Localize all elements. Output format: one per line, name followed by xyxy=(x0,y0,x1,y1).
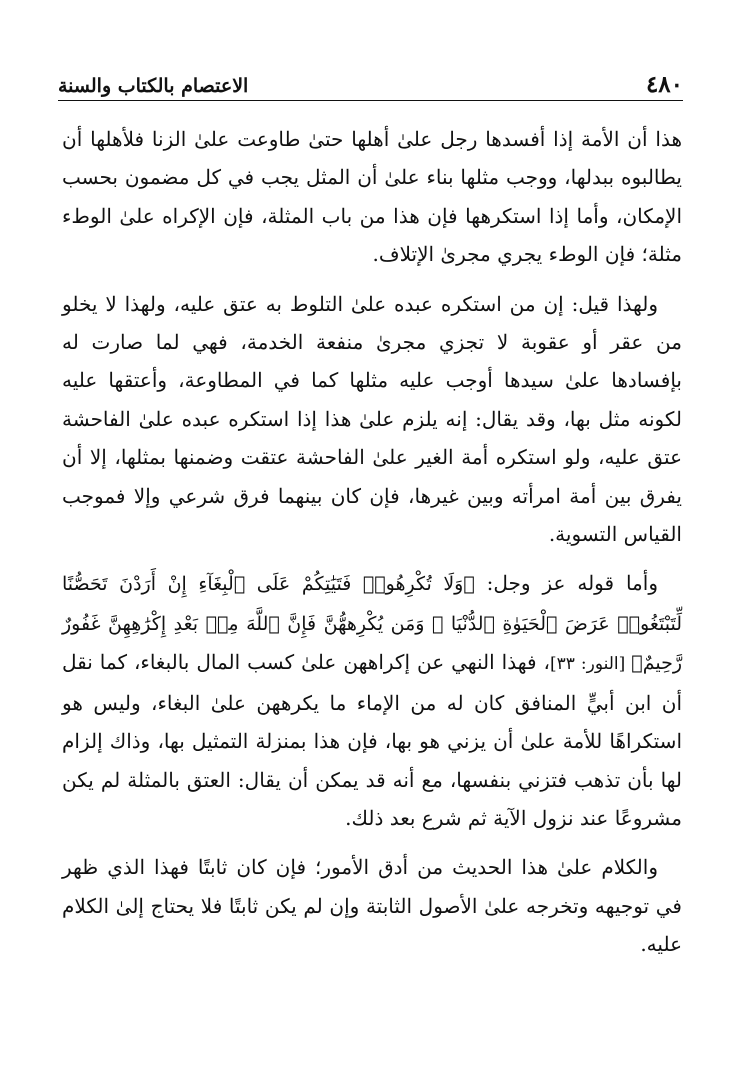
verse-reference: [النور: ٣٣] xyxy=(549,654,632,675)
quran-verse: ﴿وَلَا تُكْرِهُوا۟ فَتَيَٰتِكُمْ عَلَى ٱلْبِغَآءِ إِنْ أَرَدْنَ تَحَصُّنًا لِّتَبْتَغُوا۟ عَرَضَ ٱلْحَيَوٰةِ ٱلدُّنْيَا ۚ وَمَن يُكْرِههُّنَّ فَإِنَّ ٱللَّهَ مِنۢ بَعْدِ إِكْرَٰهِهِنَّ غَفُورٌ رَّحِيمٌ﴾ xyxy=(62,573,682,675)
paragraph-4: والكلام علىٰ هذا الحديث من أدق الأمور؛ فإن كان ثابتًا فهذا الذي ظهر في توجيهه وتخرجه علىٰ الأصول الثابتة وإن لم يكن ثابتًا فلا يحتاج إلىٰ الكلام عليه. xyxy=(62,855,682,957)
paragraph-1: هذا أن الأمة إذا أفسدها رجل علىٰ أهلها حتىٰ طاوعت علىٰ الزنا فلأهلها أن يطالبوه ببدلها، ووجب مثلها بناء علىٰ أن المثل يجب في كل مضمون بحسب الإمكان، وأما إذا استكرهها فإن هذا من باب المثلة، فإن الإكراه علىٰ الوطء مثلة؛ فإن الوطء يجري مجرىٰ الإتلاف. xyxy=(62,127,682,267)
paragraph-2: ولهذا قيل: إن من استكره عبده علىٰ التلوط به عتق عليه، ولهذا لا يخلو من عقر أو عقوبة لا تجزي مجرىٰ منفعة الخدمة، فهي لما صارت له بإفسادها علىٰ سيدها أوجب عليه مثلها كما في المطاوعة، وأعتقها عليه لكونه مثل بها، وقد يقال: إنه يلزم علىٰ هذا إذا استكره عبده علىٰ الفاحشة عتق عليه، ولو استكره أمة الغير علىٰ الفاحشة عتقت وضمنها بمثلها، إلا أن يفرق بين أمة امرأته وبين غيرها، فإن كان بينهما فرق شرعي وإلا فموجب القياس التسوية. xyxy=(62,291,683,547)
paragraph-3-rest: ، فهذا النهي عن إكراههن علىٰ كسب المال بالبغاء، كما نقل أن ابن أبيٍّ المنافق كان له من الإماء ما يكرههن علىٰ البغاء، وليس هو استكراهًا للأمة علىٰ أن يزني هو بها، فإن هذا بمنزلة التمثيل بها، وذاك إلزام لها بأن تذهب فتزني بنفسها، مع أنه قد يمكن أن يقال: العتق بالمثلة لم يكن مشروعًا عند نزول الآية ثم شرع بعد ذلك. xyxy=(62,650,682,830)
running-title: الاعتصام بالكتاب والسنة xyxy=(58,75,249,97)
header-rule xyxy=(58,100,683,101)
body-text xyxy=(62,120,682,964)
page-header xyxy=(58,62,683,96)
paragraph-3-intro: وأما قوله عز وجل: xyxy=(474,571,658,596)
page-number: ٤٨٠ xyxy=(645,71,683,98)
paragraph-3 xyxy=(62,564,682,837)
